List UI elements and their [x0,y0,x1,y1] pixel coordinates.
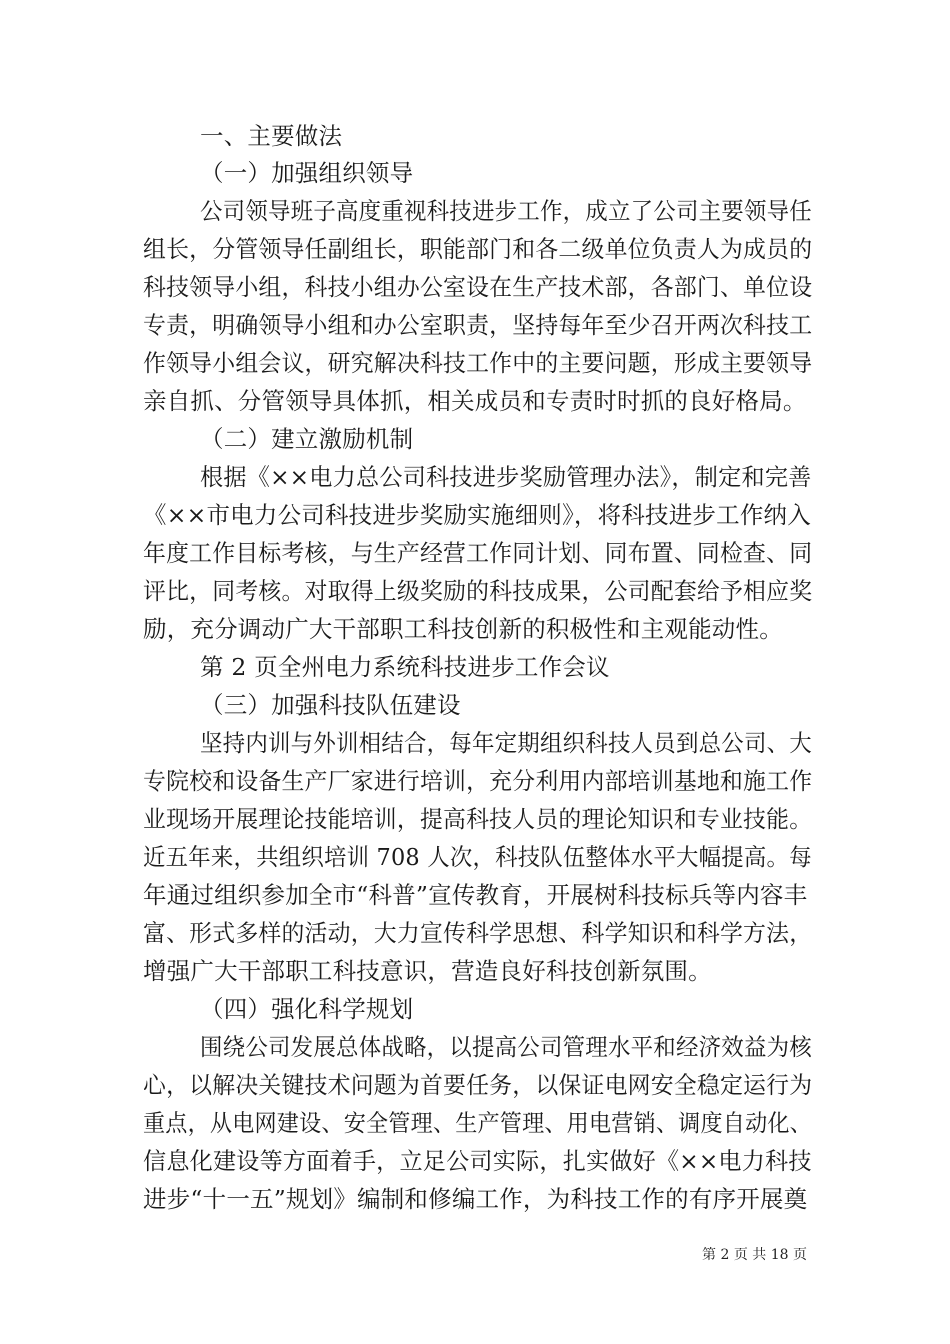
paragraph-line: 增强广大干部职工科技意识，营造良好科技创新氛围。 [143,957,712,985]
paragraph-line: 近五年来，共组织培训 708 人次，科技队伍整体水平大幅提高。每 [143,843,812,871]
paragraph-line: 励，充分调动广大干部职工科技创新的积极性和主观能动性。 [143,615,783,643]
paragraph-line: 根据《××电力总公司科技进步奖励管理办法》，制定和完善 [200,463,812,491]
paragraph-line: 进步“十一五”规划》编制和修编工作，为科技工作的有序开展奠 [143,1185,808,1213]
page-number-footer: 第 2 页 共 18 页 [702,1247,807,1263]
paragraph-line: 专责，明确领导小组和办公室职责，坚持每年至少召开两次科技工 [143,311,813,339]
paragraph-line: 作领导小组会议，研究解决科技工作中的主要问题，形成主要领导 [143,349,813,377]
paragraph-line: 业现场开展理论技能培训，提高科技人员的理论知识和专业技能。 [143,805,813,833]
running-header-line: 第 2 页全州电力系统科技进步工作会议 [200,653,610,681]
paragraph-line: 专院校和设备生产厂家进行培训，充分利用内部培训基地和施工作 [143,767,813,795]
paragraph-line: 年通过组织参加全市“科普”宣传教育，开展树科技标兵等内容丰 [143,881,808,909]
paragraph-line: 评比，同考核。对取得上级奖励的科技成果，公司配套给予相应奖 [143,577,813,605]
paragraph-line: 年度工作目标考核，与生产经营工作同计划、同布置、同检查、同 [143,539,813,567]
paragraph-line: 坚持内训与外训相结合，每年定期组织科技人员到总公司、大 [200,729,812,757]
paragraph-line: 科技领导小组，科技小组办公室设在生产技术部，各部门、单位设 [143,273,813,301]
paragraph-line: 围绕公司发展总体战略，以提高公司管理水平和经济效益为核 [200,1033,812,1061]
subsection-heading: （三）加强科技队伍建设 [200,691,461,719]
paragraph-line: 信息化建设等方面着手，立足公司实际，扎实做好《××电力科技 [143,1147,812,1175]
paragraph-line: 亲自抓、分管领导具体抓，相关成员和专责时时抓的良好格局。 [143,387,807,415]
section-heading: 一、主要做法 [200,122,343,150]
paragraph-line: 重点，从电网建设、安全管理、生产管理、用电营销、调度自动化、 [143,1109,812,1137]
paragraph-line: 富、形式多样的活动，大力宣传科学思想、科学知识和科学方法， [143,919,813,947]
paragraph-line: 公司领导班子高度重视科技进步工作，成立了公司主要领导任 [200,197,812,225]
paragraph-line: 组长，分管领导任副组长，职能部门和各二级单位负责人为成员的 [143,235,813,263]
subsection-heading: （四）强化科学规划 [200,995,414,1023]
subsection-heading: （一）加强组织领导 [200,159,414,187]
paragraph-line: 心，以解决关键技术问题为首要任务，以保证电网安全稳定运行为 [143,1071,813,1099]
paragraph-line: 《××市电力公司科技进步奖励实施细则》，将科技进步工作纳入 [143,501,811,529]
subsection-heading: （二）建立激励机制 [200,425,414,453]
